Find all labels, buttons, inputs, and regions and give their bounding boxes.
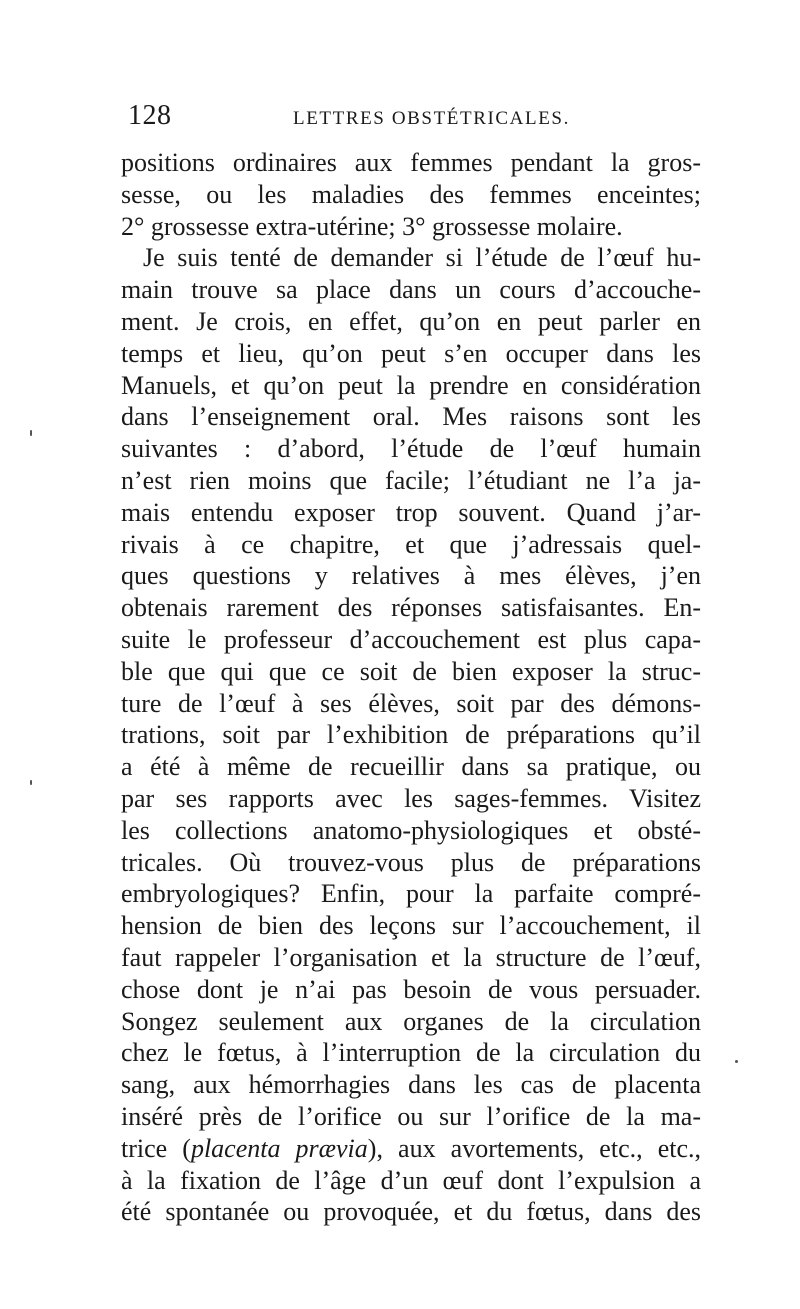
text-line: dans l’enseignement oral. Mes raisons sont les <box>121 402 701 432</box>
text-line: n’est rien moins que facile; l’étudiant ne l’a ja- <box>121 465 701 495</box>
text-line: positions ordinaires aux femmes pendant la gros- <box>121 148 701 177</box>
text-line-with-italic <box>121 1133 701 1165</box>
text-line: temps et lieu, qu’on peut s’en occuper dans les <box>121 338 701 368</box>
text-line: tricales. Où trouvez-vous plus de préparations <box>121 847 701 877</box>
text-line: suivantes : d’abord, l’étude de l’œuf humain <box>121 434 701 464</box>
paper-speck <box>735 1060 738 1063</box>
text-line: par ses rapports avec les sages-femmes. Visitez <box>121 783 701 813</box>
text-line: hension de bien des leçons sur l’accouchement, il <box>121 911 701 941</box>
text-line: à la fixation de l’âge d’un œuf dont l’expulsion a <box>121 1165 701 1195</box>
text-line: suite le professeur d’accouchement est plus capa- <box>121 624 701 654</box>
text-line: Je suis tenté de demander si l’étude de l’œuf hu- <box>143 243 701 273</box>
text-line: inséré près de l’orifice ou sur l’orifice de la ma- <box>121 1101 701 1131</box>
text-line: sang, aux hémorrhagies dans les cas de placenta <box>121 1070 701 1100</box>
text-line: ture de l’œuf à ses élèves, soit par des démons- <box>121 688 701 718</box>
text-segment: ), aux avortements, etc., etc., <box>367 1133 701 1163</box>
text-line: 2° grossesse extra-utérine; 3° grossesse molaire. <box>121 211 623 241</box>
text-line: Songez seulement aux organes de la circulation <box>121 1006 701 1036</box>
running-title: LETTRES OBSTÉTRICALES. <box>293 108 570 129</box>
page-number: 128 <box>128 100 172 131</box>
text-line: été spontanée ou provoquée, et du fœtus, dans des <box>121 1197 701 1227</box>
text-line: mais entendu exposer trop souvent. Quand j’ar- <box>121 497 701 527</box>
paper-speck <box>30 430 32 436</box>
text-line: main trouve sa place dans un cours d’accouche- <box>121 275 701 305</box>
text-line: ques questions y relatives à mes élèves, j’en <box>121 561 701 591</box>
text-line: faut rappeler l’organisation et la structure de l’œuf, <box>121 942 701 972</box>
text-line: ment. Je crois, en effet, qu’on en peut parler en <box>121 306 701 336</box>
text-line: embryologiques? Enfin, pour la parfaite compré- <box>121 879 701 909</box>
text-line: rivais à ce chapitre, et que j’adressais quel- <box>121 529 701 559</box>
text-line: a été à même de recueillir dans sa pratique, ou <box>121 752 701 782</box>
text-line: chose dont je n’ai pas besoin de vous persuader. <box>121 974 701 1004</box>
text-line: ble que qui que ce soit de bien exposer la struc- <box>121 656 701 686</box>
paper-speck <box>30 780 32 785</box>
text-line: Manuels, et qu’on peut la prendre en considération <box>121 370 701 400</box>
text-line: chez le fœtus, à l’interruption de la circulation du <box>121 1038 701 1068</box>
text-line: trations, soit par l’exhibition de préparations qu’il <box>121 720 701 750</box>
text-segment: trice ( <box>121 1133 191 1163</box>
body-text <box>121 147 701 1228</box>
text-line: sesse, ou les maladies des femmes enceintes; <box>121 179 701 209</box>
page-header <box>128 100 698 140</box>
text-line: les collections anatomo-physiologiques et obsté- <box>121 815 701 845</box>
italic-term: placenta prævia <box>190 1133 368 1163</box>
text-line: obtenais rarement des réponses satisfaisantes. En- <box>121 593 701 623</box>
